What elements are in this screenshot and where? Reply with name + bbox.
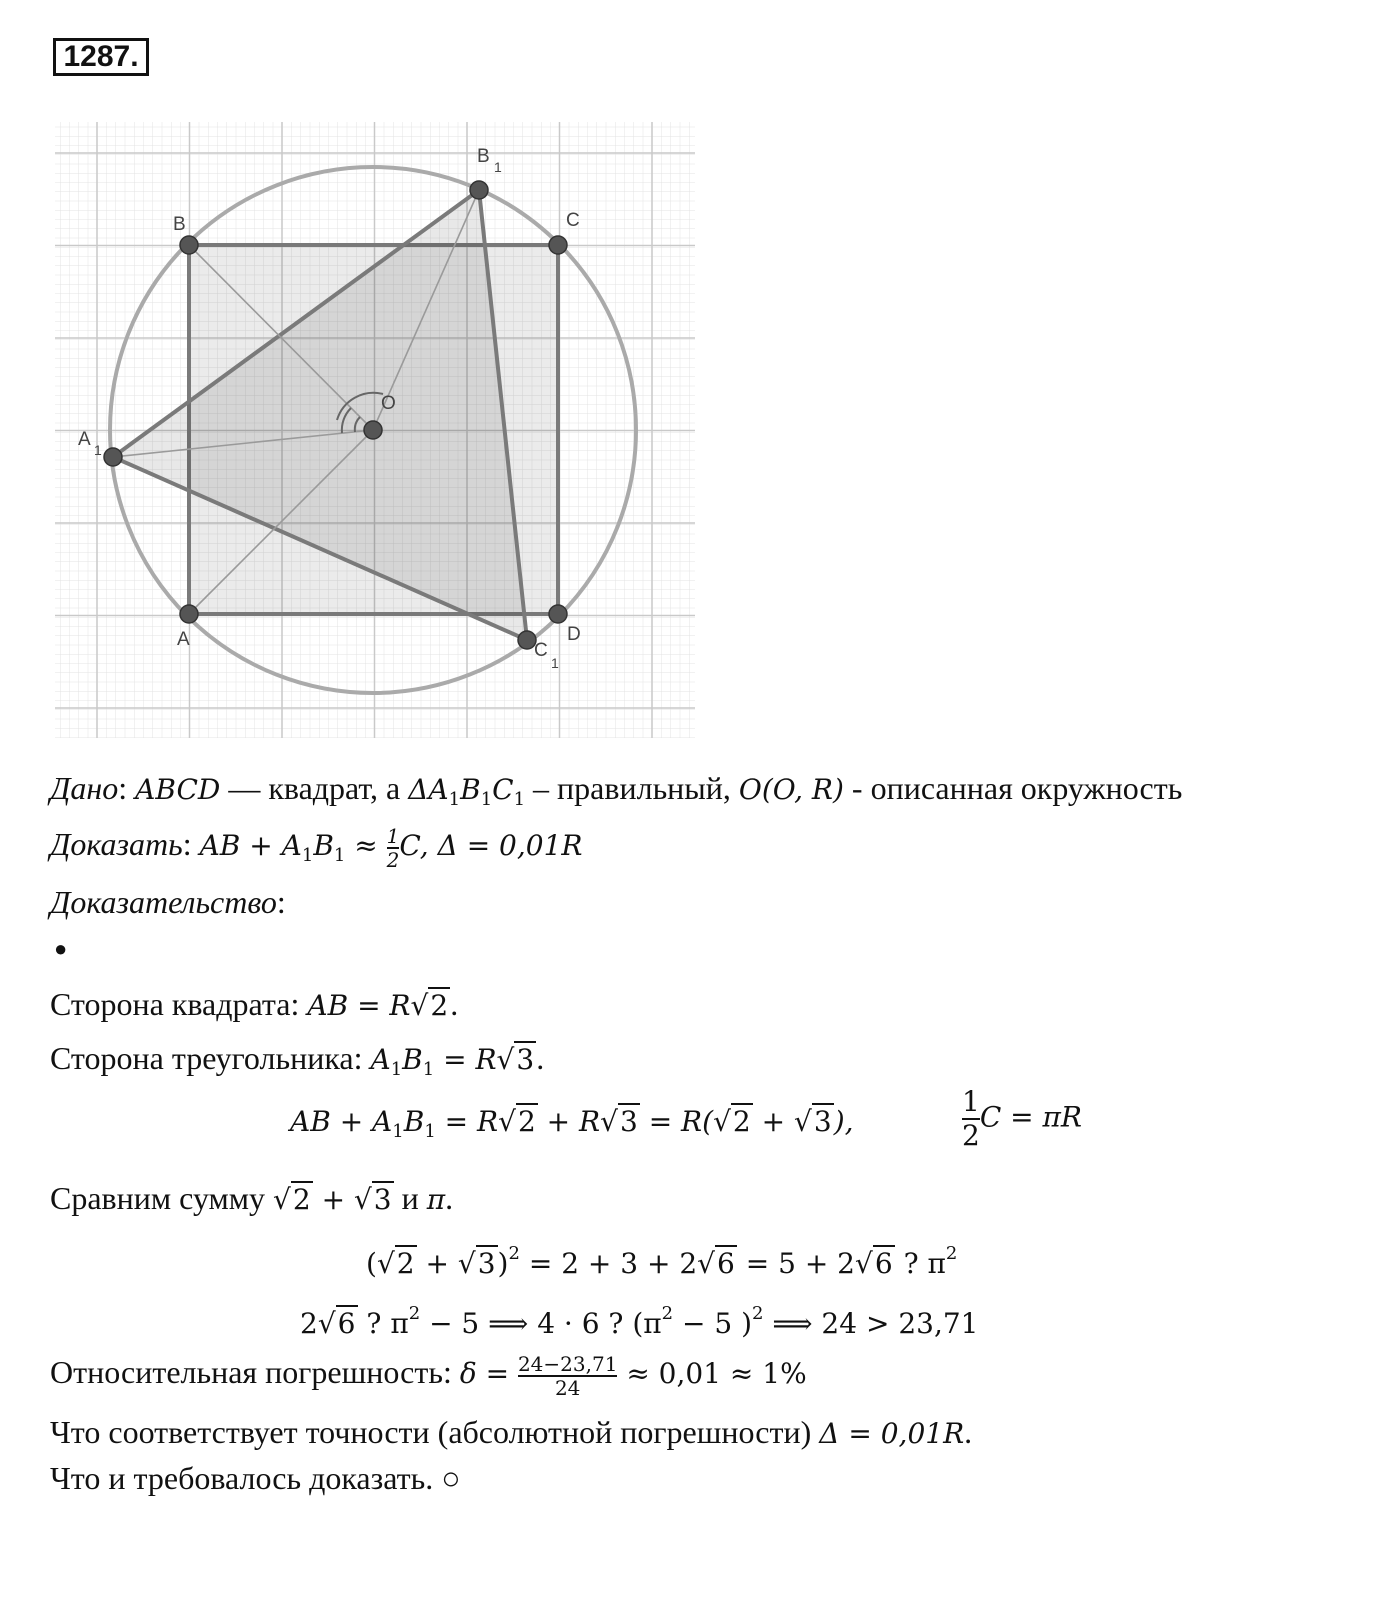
given-line: Дано: ABCD — квадрат, а $\Delta A_1B_1C_1$ – правильный, O(O, R) - описанная окружность <box>50 770 1183 810</box>
relative-error-line: Относительная погрешность: δ = $\frac{24-23,71}{24}$ ≈ 0,01 ≈ 1% <box>50 1351 807 1400</box>
label-b: B <box>173 214 186 235</box>
accuracy-line: Что соответствует точности (абсолютной погрешности) Δ = 0,01R. <box>50 1414 973 1450</box>
triangle-side-line: Сторона треугольника: $A_1B_1 = R√3$. <box>50 1040 545 1080</box>
formula-compare: 2√6 ? $\pi^2 - 5$ ⟹ 4 · 6 ? ($\pi^2 - 5$ )$^2$ ⟹ 24 > 23,71 <box>300 1303 979 1340</box>
formula-half-circumference: $\frac{1}{2}$ C = πR <box>962 1085 1082 1152</box>
given-text-3: - описанная окружность <box>843 770 1183 806</box>
proof-label-line: Доказательство: <box>50 884 286 920</box>
prove-label: Доказать <box>50 826 183 862</box>
given-circle: O(O, R) <box>738 773 844 806</box>
label-b1-sub: 1 <box>494 159 502 175</box>
prove-expression: AB + $A_1B_1$ ≈ $\frac{1}{2}$ C, Δ = 0,01R <box>199 823 583 872</box>
formula-sum: AB + $A_1B_1 = R√2 + R√3 = R(√2 + √3)$, <box>290 1105 854 1142</box>
bullet: ● <box>54 936 68 961</box>
label-d: D <box>567 624 581 645</box>
label-o: O <box>381 393 396 414</box>
label-a: A <box>177 629 190 650</box>
problem-number: 1287. <box>53 38 149 76</box>
given-text-2: – правильный, <box>525 770 739 806</box>
square-side-line: Сторона квадрата: AB = R√2. <box>50 986 459 1022</box>
given-label: Дано <box>50 770 119 806</box>
compare-line: Сравним сумму √2 + √3 и π. <box>50 1180 454 1216</box>
geometry-figure <box>55 122 695 738</box>
prove-line: Доказать: AB + $A_1B_1$ ≈ $\frac{1}{2}$ C, Δ = 0,01R <box>50 823 583 872</box>
qed-line: Что и требовалось доказать. ○ <box>50 1460 461 1496</box>
given-square: ABCD <box>135 773 221 806</box>
label-b1: B <box>477 146 490 167</box>
label-c: C <box>566 210 580 231</box>
label-c1: C <box>534 640 548 661</box>
label-a1: A <box>78 429 91 450</box>
label-c1-sub: 1 <box>551 655 559 671</box>
given-text-1: — квадрат, а <box>220 770 409 806</box>
label-a1-sub: 1 <box>94 442 102 458</box>
formula-square-sum: $(√2 + √3)^2 = 2 + 3 + 2√6 = 5 + 2√6$ ? $\pi^2$ <box>366 1243 958 1280</box>
given-triangle: $\Delta A_1B_1C_1$ <box>408 773 526 810</box>
